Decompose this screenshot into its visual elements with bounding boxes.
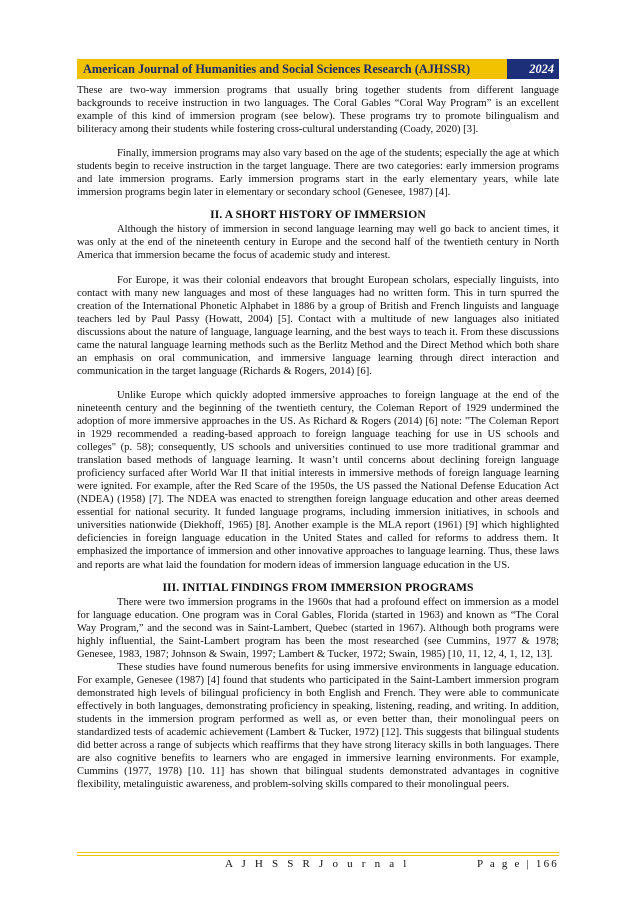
paragraph-us-coleman-report: Unlike Europe which quickly adopted immersive approaches to foreign language at the end of the nineteenth century and the beginning of the twentieth century, the Coleman Report of 1929 undermined the adoption of more immersive approaches in the US. As Richard & Rogers (2014) [6] note: "The Coleman Report in 1929 recommended a reading-based approach to foreign language teaching for use in US schools and colleges" (p. 58); consequently, US schools and universities continued to use more traditional grammar and translation based methods of language learning. It wasn’t until concerns about declining foreign language proficiency surfaced after World War II that initial interests in immersive methods of foreign language learning were ignited. For example, after the Red Scare of the 1950s, the US passed the National Defense Education Act (NDEA) (1958) [7]. The NDEA was enacted to strengthen foreign language education and other areas deemed essential for national security. It funded language programs, including immersion initiatives, in schools and universities nationwide (Diekhoff, 1965) [8]. Another example is the MLA report (1961) [9] which highlighted deficiencies in foreign language education in the United States and called for reforms to address them. It emphasized the importance of immersion and other innovative approaches to language learning. Thus, these laws and reports are what laid the foundation for modern ideas of immersion language education in the US. [77, 389, 559, 571]
paragraph-immersion-programs-1960s: There were two immersion programs in the 1960s that had a profound effect on immersion as a model for language education. One program was in Coral Gables, Florida (started in 1963) and known as “The Coral Way Program,” and the second was in Saint-Lambert, Quebec (started in 1967). Although both programs were highly influential, the Saint-Lambert program has been the most researched (see Cummins, 1977 & 1978; Genesee, 1983, 1987; Johnson & Swain, 1997; Lambert & Tucker, 1972; Swain, 1985) [10, 11, 12, 4, 1, 12, 13]. [77, 596, 559, 660]
section-heading-history: II. A SHORT HISTORY OF IMMERSION [210, 208, 426, 222]
journal-title: American Journal of Humanities and Social Sciences Research (AJHSSR) [83, 61, 471, 76]
footer-rule-thin [77, 855, 559, 857]
footer-journal-name: A J H S S R J o u r n a l [225, 858, 410, 870]
paragraph-benefits: These studies have found numerous benefits for using immersive environments in language education. For example, Genesee (1987) [4] found that students who participated in the Saint-Lambert immersion program demonstrated high levels of bilingual proficiency in both English and French. They were able to communicate effectively in both languages, demonstrating proficiency in speaking, listening, reading, and writing. In addition, students in the immersion program performed as well as, or even better than, their monolingual peers on standardized tests of academic achievement (Lambert & Tucker, 1972) [12]. This suggests that bilingual students did better across a range of subjects which reaffirms that they have strong literacy skills in both languages. There are also cognitive benefits to learners who are engaged in immersive learning environments. For example, Cummins (1977, 1978) [10. 11] has shown that bilingual students demonstrated advantages in cognitive flexibility, metalinguistic awareness, and problem-solving skills compared to their monolingual peers. [77, 661, 559, 791]
article-body [77, 84, 559, 791]
journal-year: 2024 [507, 59, 559, 79]
journal-header [77, 59, 559, 79]
footer-rule [77, 852, 559, 854]
paragraph-europe: For Europe, it was their colonial endeavors that brought European scholars, especially linguists, into contact with many new languages and most of these languages had no written form. This in turn spurred the creation of the International Phonetic Alphabet in 1886 by a group of British and French linguists and language teachers led by Paul Passy (Howatt, 2004) [5]. Contact with a multitude of new languages also initiated discussions about the nature of language, language learning, and the best ways to teach it. From these discussions came the natural language learning methods such as the Berlitz Method and the Direct Method which both share an emphasis on oral communication, and immersive language learning through direct interaction and communication in the target language (Richards & Rogers, 2014) [6]. [77, 274, 559, 377]
page-footer [77, 858, 559, 870]
page-number: P a g e | 166 [476, 858, 559, 870]
section-heading-initial-findings: III. INITIAL FINDINGS FROM IMMERSION PROGRAMS [162, 580, 474, 594]
paragraph-two-way-immersion: These are two-way immersion programs that usually bring together students from different language backgrounds to receive instruction in two languages. The Coral Gables “Coral Way Program” is an excellent example of this kind of immersion program (see below). These programs try to promote bilingualism and biliteracy among their students while fostering cross-cultural understanding (Coady, 2020) [3]. [77, 85, 559, 136]
paragraph-history-intro: Although the history of immersion in second language learning may well go back to ancient times, it was only at the end of the nineteenth century in Europe and the second half of the twentieth century in North America that immersion became the focus of academic study and interest. [77, 224, 559, 262]
paragraph-age-of-students: Finally, immersion programs may also vary based on the age of the students; especially the age at which students begin to receive instruction in the target language. There are two categories: early immersion programs and late immersion programs. Early immersion programs start in the early elementary years, while late immersion programs begin later in elementary or secondary school (Genesee, 1987) [4]. [77, 148, 559, 199]
